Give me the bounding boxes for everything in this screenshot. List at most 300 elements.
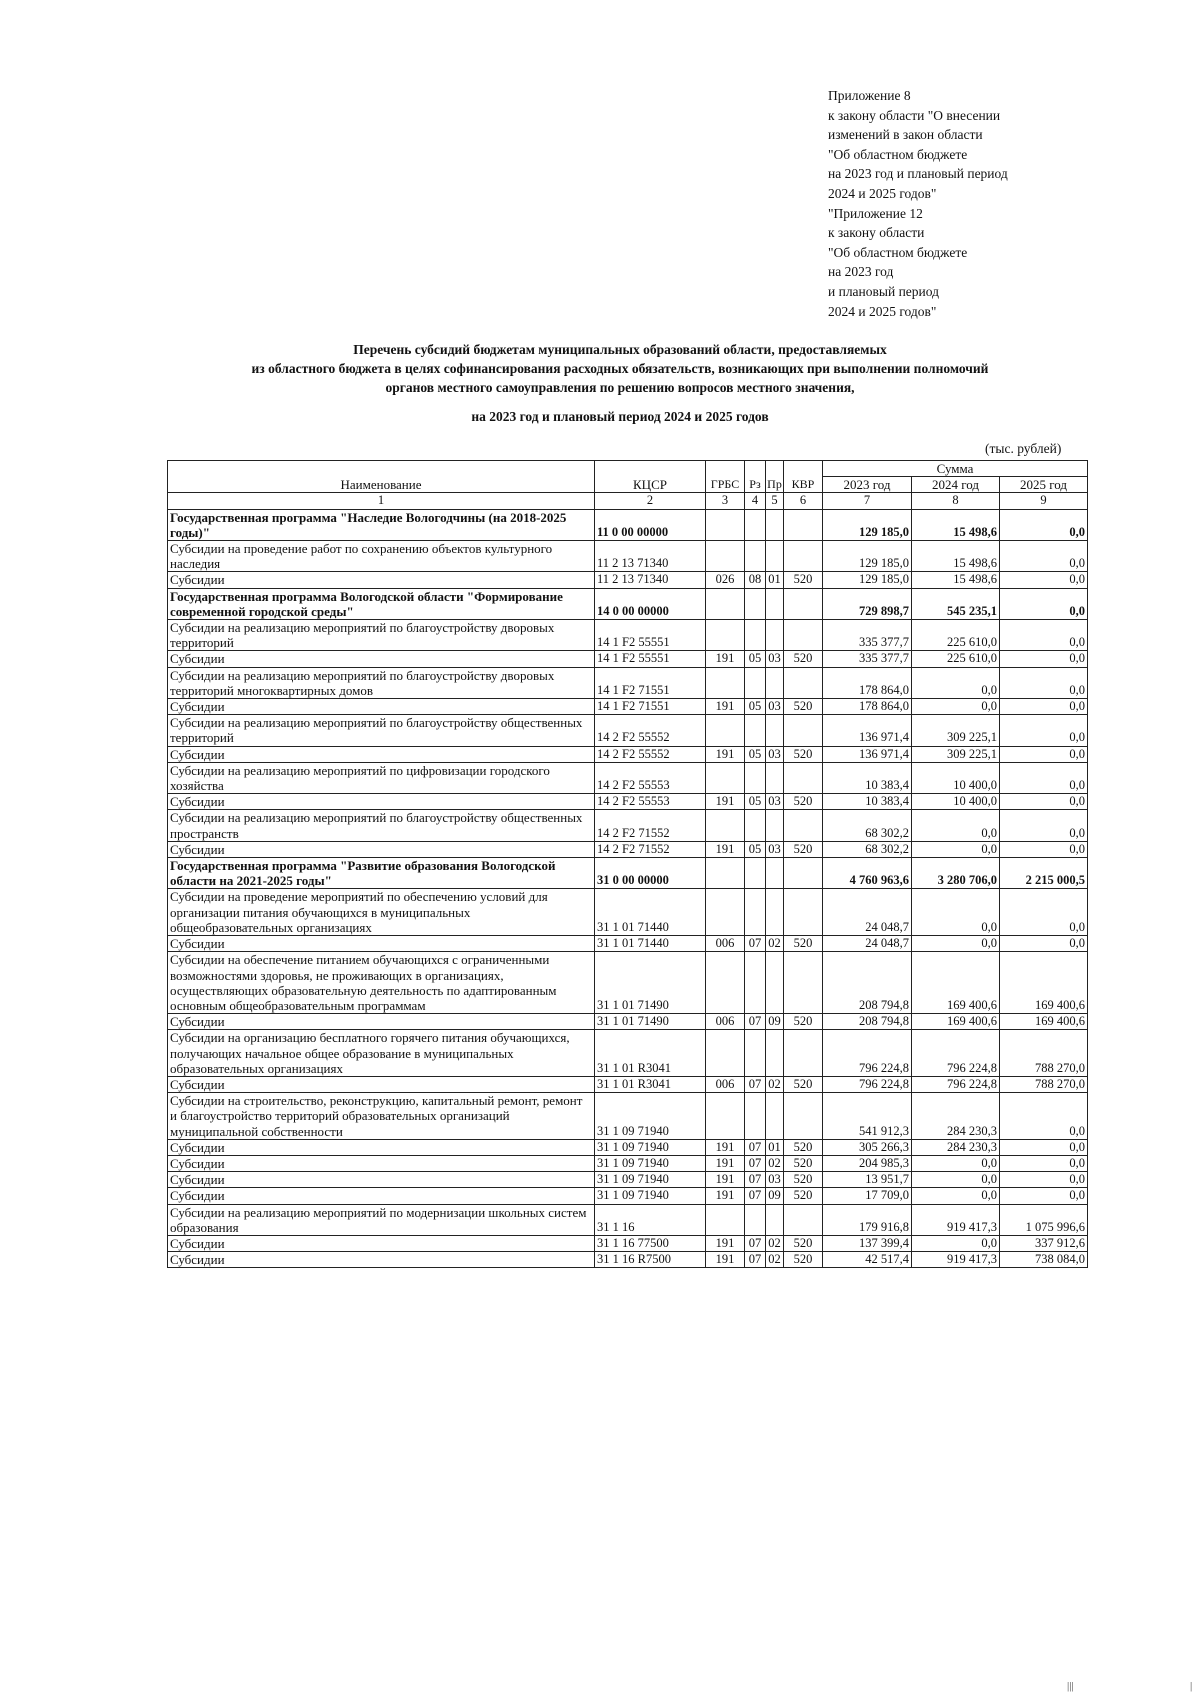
cell-kvr: 520 [784,936,823,952]
cell-kvr: 520 [784,1252,823,1268]
cell-2023: 178 864,0 [823,699,912,715]
cell-kcsr: 14 2 F2 55552 [595,746,706,762]
colnum: 5 [766,493,784,509]
cell-kcsr: 31 1 16 77500 [595,1235,706,1251]
cell-grbs [706,667,745,698]
table-row [168,699,1088,715]
cell-kcsr: 14 2 F2 71552 [595,810,706,841]
cell-kvr [784,1204,823,1235]
appendix-line: 2024 и 2025 годов" [828,303,937,319]
cell-2023: 335 377,7 [823,620,912,651]
table-row [168,936,1088,952]
cell-2023: 305 266,3 [823,1139,912,1155]
cell-name: Субсидии [168,1188,595,1204]
cell-kvr: 520 [784,1014,823,1030]
cell-kvr [784,1093,823,1140]
cell-pr [766,1093,784,1140]
cell-rz [745,858,766,889]
cell-2025: 0,0 [1000,620,1088,651]
appendix-block [828,86,1008,321]
header-pr: Пр [766,461,784,493]
cell-rz: 07 [745,1252,766,1268]
cell-2025: 2 215 000,5 [1000,858,1088,889]
cell-2025: 0,0 [1000,889,1088,936]
appendix-line: 2024 и 2025 годов" [828,185,937,201]
cell-grbs [706,541,745,572]
table-row [168,762,1088,793]
cell-2024: 225 610,0 [912,620,1000,651]
cell-pr: 01 [766,1139,784,1155]
cell-kcsr: 14 1 F2 71551 [595,667,706,698]
cell-grbs: 191 [706,1155,745,1171]
cell-2024: 3 280 706,0 [912,858,1000,889]
table-row [168,1155,1088,1171]
cell-name: Субсидии [168,699,595,715]
cell-rz [745,810,766,841]
cell-kvr [784,762,823,793]
cell-kcsr: 31 1 01 71490 [595,952,706,1014]
cell-grbs [706,1030,745,1077]
table-row [168,746,1088,762]
title-line-3: органов местного самоуправления по решению вопросов местного значения, [385,380,855,395]
cell-2025: 169 400,6 [1000,952,1088,1014]
cell-pr: 02 [766,936,784,952]
cell-pr [766,715,784,746]
cell-kvr [784,858,823,889]
table-row [168,952,1088,1014]
cell-rz [745,1093,766,1140]
cell-grbs [706,810,745,841]
cell-2024: 0,0 [912,810,1000,841]
header-2025: 2025 год [1000,477,1088,493]
cell-name: Субсидии [168,841,595,857]
cell-grbs: 006 [706,1076,745,1092]
cell-name: Субсидии на реализацию мероприятий по благоустройству общественных пространств [168,810,595,841]
table-row [168,841,1088,857]
cell-kvr [784,541,823,572]
cell-kvr: 520 [784,1235,823,1251]
cell-pr [766,1204,784,1235]
cell-kcsr: 31 1 01 71440 [595,889,706,936]
cell-pr: 02 [766,1076,784,1092]
cell-pr: 01 [766,572,784,588]
cell-name: Субсидии [168,1155,595,1171]
cell-2025: 0,0 [1000,794,1088,810]
cell-name: Субсидии [168,1014,595,1030]
cell-grbs: 191 [706,746,745,762]
cell-rz [745,1030,766,1077]
cell-2023: 68 302,2 [823,810,912,841]
table-row [168,572,1088,588]
cell-name: Субсидии на проведение работ по сохранению объектов культурного наследия [168,541,595,572]
cell-2024: 309 225,1 [912,746,1000,762]
cell-pr: 03 [766,746,784,762]
cell-2023: 13 951,7 [823,1172,912,1188]
cell-grbs [706,715,745,746]
cell-name: Субсидии [168,1076,595,1092]
cell-pr: 03 [766,651,784,667]
cell-rz: 08 [745,572,766,588]
cell-2023: 796 224,8 [823,1076,912,1092]
table-row [168,667,1088,698]
cell-pr [766,667,784,698]
cell-2024: 0,0 [912,936,1000,952]
cell-2024: 225 610,0 [912,651,1000,667]
cell-2024: 0,0 [912,1235,1000,1251]
cell-2024: 10 400,0 [912,762,1000,793]
cell-name: Субсидии на проведение мероприятий по обеспечению условий для организации питания обучающихся в муниципальных общеобразовательных организациях [168,889,595,936]
cell-2025: 788 270,0 [1000,1030,1088,1077]
cell-kvr [784,715,823,746]
document-title [170,340,1070,426]
header-grbs: ГРБС [706,461,745,493]
cell-2024: 169 400,6 [912,952,1000,1014]
cell-name: Субсидии на реализацию мероприятий по цифровизации городского хозяйства [168,762,595,793]
cell-kcsr: 31 1 01 R3041 [595,1076,706,1092]
header-kcsr: КЦСР [595,461,706,493]
scan-mark: ||| [1067,1680,1074,1692]
table-row [168,620,1088,651]
cell-grbs: 026 [706,572,745,588]
table-row [168,1014,1088,1030]
cell-pr [766,762,784,793]
cell-pr: 09 [766,1014,784,1030]
cell-2024: 919 417,3 [912,1252,1000,1268]
cell-2025: 0,0 [1000,1155,1088,1171]
cell-kcsr: 14 2 F2 71552 [595,841,706,857]
cell-name: Субсидии на реализацию мероприятий по благоустройству общественных территорий [168,715,595,746]
cell-kcsr: 11 0 00 00000 [595,509,706,540]
cell-2025: 0,0 [1000,1139,1088,1155]
cell-2025: 1 075 996,6 [1000,1204,1088,1235]
header-row [168,461,1088,477]
header-kvr: КВР [784,461,823,493]
cell-name: Субсидии на реализацию мероприятий по благоустройству дворовых территорий многоквартирных домов [168,667,595,698]
column-numbers-row [168,493,1088,509]
cell-kcsr: 14 1 F2 55551 [595,620,706,651]
cell-rz [745,715,766,746]
cell-2024: 0,0 [912,1188,1000,1204]
cell-2023: 335 377,7 [823,651,912,667]
cell-2024: 796 224,8 [912,1030,1000,1077]
cell-2023: 10 383,4 [823,762,912,793]
cell-2024: 169 400,6 [912,1014,1000,1030]
cell-kvr: 520 [784,1172,823,1188]
title-line-2: из областного бюджета в целях софинансирования расходных обязательств, возникающих при выполнении полномочий [251,361,989,376]
cell-pr [766,858,784,889]
appendix-line: к закону области "О внесении [828,107,1001,123]
cell-2025: 0,0 [1000,572,1088,588]
cell-rz [745,952,766,1014]
title-line-1: Перечень субсидий бюджетам муниципальных образований области, предоставляемых [353,342,887,357]
cell-rz [745,509,766,540]
cell-kcsr: 11 2 13 71340 [595,541,706,572]
cell-name: Субсидии на реализацию мероприятий по модернизации школьных систем образования [168,1204,595,1235]
cell-kcsr: 14 2 F2 55552 [595,715,706,746]
colnum: 8 [912,493,1000,509]
title-line-4: на 2023 год и плановый период 2024 и 2025 годов [471,409,769,424]
table-row [168,1030,1088,1077]
cell-2024: 15 498,6 [912,509,1000,540]
cell-grbs [706,1204,745,1235]
cell-2025: 0,0 [1000,936,1088,952]
cell-name: Субсидии на строительство, реконструкцию, капитальный ремонт, ремонт и благоустройство территорий образовательных организаций муниципальной собственности [168,1093,595,1140]
cell-rz: 05 [745,746,766,762]
cell-2024: 0,0 [912,1172,1000,1188]
cell-pr: 09 [766,1188,784,1204]
cell-2024: 10 400,0 [912,794,1000,810]
appendix-line: "Приложение 12 [828,205,923,221]
cell-2025: 169 400,6 [1000,1014,1088,1030]
header-sum: Сумма [823,461,1088,477]
cell-kcsr: 31 1 09 71940 [595,1093,706,1140]
table-row [168,794,1088,810]
appendix-line: "Об областном бюджете [828,146,968,162]
cell-name: Субсидии [168,794,595,810]
cell-grbs [706,588,745,619]
cell-2023: 129 185,0 [823,541,912,572]
cell-2023: 4 760 963,6 [823,858,912,889]
cell-kvr: 520 [784,651,823,667]
cell-2025: 0,0 [1000,715,1088,746]
cell-name: Субсидии [168,746,595,762]
cell-grbs [706,889,745,936]
cell-grbs [706,952,745,1014]
cell-2023: 42 517,4 [823,1252,912,1268]
cell-kvr [784,667,823,698]
cell-2025: 0,0 [1000,746,1088,762]
cell-kvr [784,588,823,619]
cell-pr [766,588,784,619]
cell-2025: 0,0 [1000,509,1088,540]
cell-grbs: 191 [706,1172,745,1188]
cell-2023: 178 864,0 [823,667,912,698]
cell-2025: 0,0 [1000,841,1088,857]
appendix-line: на 2023 год и плановый период [828,166,1008,182]
cell-kvr: 520 [784,1188,823,1204]
cell-2025: 788 270,0 [1000,1076,1088,1092]
cell-pr: 03 [766,841,784,857]
cell-2024: 796 224,8 [912,1076,1000,1092]
cell-grbs: 006 [706,1014,745,1030]
cell-kcsr: 14 0 00 00000 [595,588,706,619]
cell-rz [745,541,766,572]
cell-2025: 738 084,0 [1000,1252,1088,1268]
cell-kvr: 520 [784,841,823,857]
cell-kcsr: 31 1 01 71440 [595,936,706,952]
table-row [168,651,1088,667]
header-2023: 2023 год [823,477,912,493]
cell-grbs: 191 [706,699,745,715]
table-row [168,715,1088,746]
appendix-line: на 2023 год [828,264,894,280]
cell-2023: 129 185,0 [823,572,912,588]
table-row [168,810,1088,841]
appendix-line: изменений в закон области [828,127,983,143]
cell-kvr [784,952,823,1014]
cell-2025: 0,0 [1000,699,1088,715]
table-row [168,1093,1088,1140]
cell-2025: 0,0 [1000,588,1088,619]
colnum: 4 [745,493,766,509]
cell-kcsr: 31 1 09 71940 [595,1155,706,1171]
cell-kcsr: 31 1 01 71490 [595,1014,706,1030]
header-name: Наименование [168,461,595,493]
cell-2023: 204 985,3 [823,1155,912,1171]
cell-rz [745,762,766,793]
cell-grbs: 191 [706,841,745,857]
cell-grbs: 191 [706,1188,745,1204]
cell-rz: 05 [745,841,766,857]
cell-name: Субсидии [168,1139,595,1155]
cell-kvr [784,509,823,540]
cell-name: Субсидии на обеспечение питанием обучающихся с ограниченными возможностями здоровья, не проживающих в организациях, осуществляющих образовательную деятельность по адаптированным основным общеобразовательным программам [168,952,595,1014]
program-row [168,509,1088,540]
cell-rz: 07 [745,1139,766,1155]
cell-grbs [706,1093,745,1140]
cell-2023: 17 709,0 [823,1188,912,1204]
table-row [168,1139,1088,1155]
cell-kvr [784,810,823,841]
cell-2023: 541 912,3 [823,1093,912,1140]
cell-pr [766,889,784,936]
cell-2024: 309 225,1 [912,715,1000,746]
cell-2024: 0,0 [912,1155,1000,1171]
cell-2024: 0,0 [912,699,1000,715]
table-row [168,1204,1088,1235]
cell-2025: 0,0 [1000,651,1088,667]
cell-grbs: 191 [706,794,745,810]
cell-name: Субсидии [168,1172,595,1188]
cell-grbs: 191 [706,1139,745,1155]
cell-pr [766,810,784,841]
cell-rz: 05 [745,651,766,667]
cell-name: Субсидии [168,572,595,588]
cell-name: Субсидии [168,651,595,667]
table-row [168,1076,1088,1092]
cell-pr: 03 [766,1172,784,1188]
cell-name: Государственная программа "Наследие Вологодчины (на 2018-2025 годы)" [168,509,595,540]
cell-name: Субсидии на реализацию мероприятий по благоустройству дворовых территорий [168,620,595,651]
cell-2025: 0,0 [1000,1188,1088,1204]
cell-grbs [706,762,745,793]
cell-kvr: 520 [784,572,823,588]
cell-rz: 07 [745,1014,766,1030]
appendix-line: Приложение 8 [828,88,911,103]
cell-pr: 02 [766,1235,784,1251]
cell-pr [766,509,784,540]
cell-rz [745,667,766,698]
cell-rz [745,1204,766,1235]
cell-rz [745,620,766,651]
cell-2024: 284 230,3 [912,1139,1000,1155]
cell-2023: 24 048,7 [823,936,912,952]
cell-rz: 07 [745,1188,766,1204]
cell-rz: 07 [745,1172,766,1188]
appendix-line: к закону области [828,225,925,241]
cell-2024: 0,0 [912,841,1000,857]
table-row [168,889,1088,936]
header-2024: 2024 год [912,477,1000,493]
cell-pr: 03 [766,699,784,715]
cell-pr [766,541,784,572]
cell-name: Субсидии [168,1235,595,1251]
cell-kvr: 520 [784,746,823,762]
cell-pr: 03 [766,794,784,810]
cell-rz: 07 [745,1076,766,1092]
cell-kcsr: 31 1 09 71940 [595,1188,706,1204]
cell-pr [766,952,784,1014]
cell-2023: 68 302,2 [823,841,912,857]
appendix-line: и плановый период [828,283,939,299]
cell-kcsr: 31 1 16 R7500 [595,1252,706,1268]
cell-2023: 729 898,7 [823,588,912,619]
cell-kvr: 520 [784,1076,823,1092]
cell-pr [766,1030,784,1077]
colnum: 3 [706,493,745,509]
cell-2024: 15 498,6 [912,541,1000,572]
cell-pr: 02 [766,1155,784,1171]
cell-grbs: 191 [706,651,745,667]
cell-rz [745,588,766,619]
cell-kcsr: 11 2 13 71340 [595,572,706,588]
cell-2025: 337 912,6 [1000,1235,1088,1251]
units-label: (тыс. рублей) [985,441,1062,456]
cell-kcsr: 31 1 16 [595,1204,706,1235]
colnum: 6 [784,493,823,509]
cell-2024: 15 498,6 [912,572,1000,588]
cell-name: Субсидии [168,1252,595,1268]
cell-2025: 0,0 [1000,1093,1088,1140]
cell-grbs: 191 [706,1235,745,1251]
cell-grbs: 191 [706,1252,745,1268]
colnum: 1 [168,493,595,509]
table-row [168,1188,1088,1204]
cell-kcsr: 14 2 F2 55553 [595,762,706,793]
cell-pr: 02 [766,1252,784,1268]
cell-2023: 208 794,8 [823,1014,912,1030]
cell-grbs: 006 [706,936,745,952]
cell-rz: 07 [745,1155,766,1171]
program-row [168,588,1088,619]
colnum: 9 [1000,493,1088,509]
cell-name: Субсидии на организацию бесплатного горячего питания обучающихся, получающих начальное общее образование в муниципальных образовательных организациях [168,1030,595,1077]
cell-kvr: 520 [784,1155,823,1171]
cell-name: Государственная программа Вологодской области "Формирование современной городской среды" [168,588,595,619]
scan-mark-corner: | [1190,1680,1193,1692]
cell-kcsr: 31 1 09 71940 [595,1172,706,1188]
cell-grbs [706,509,745,540]
cell-kvr: 520 [784,699,823,715]
cell-kcsr: 31 1 09 71940 [595,1139,706,1155]
table-row [168,1235,1088,1251]
cell-2024: 545 235,1 [912,588,1000,619]
cell-rz [745,889,766,936]
cell-2023: 179 916,8 [823,1204,912,1235]
table-row [168,1172,1088,1188]
cell-grbs [706,620,745,651]
cell-kcsr: 31 0 00 00000 [595,858,706,889]
header-rz: Рз [745,461,766,493]
cell-name: Государственная программа "Развитие образования Вологодской области на 2021-2025 годы" [168,858,595,889]
cell-2024: 284 230,3 [912,1093,1000,1140]
cell-2023: 208 794,8 [823,952,912,1014]
cell-kcsr: 14 1 F2 55551 [595,651,706,667]
cell-2023: 136 971,4 [823,746,912,762]
cell-2025: 0,0 [1000,810,1088,841]
cell-kvr [784,889,823,936]
cell-rz: 05 [745,794,766,810]
